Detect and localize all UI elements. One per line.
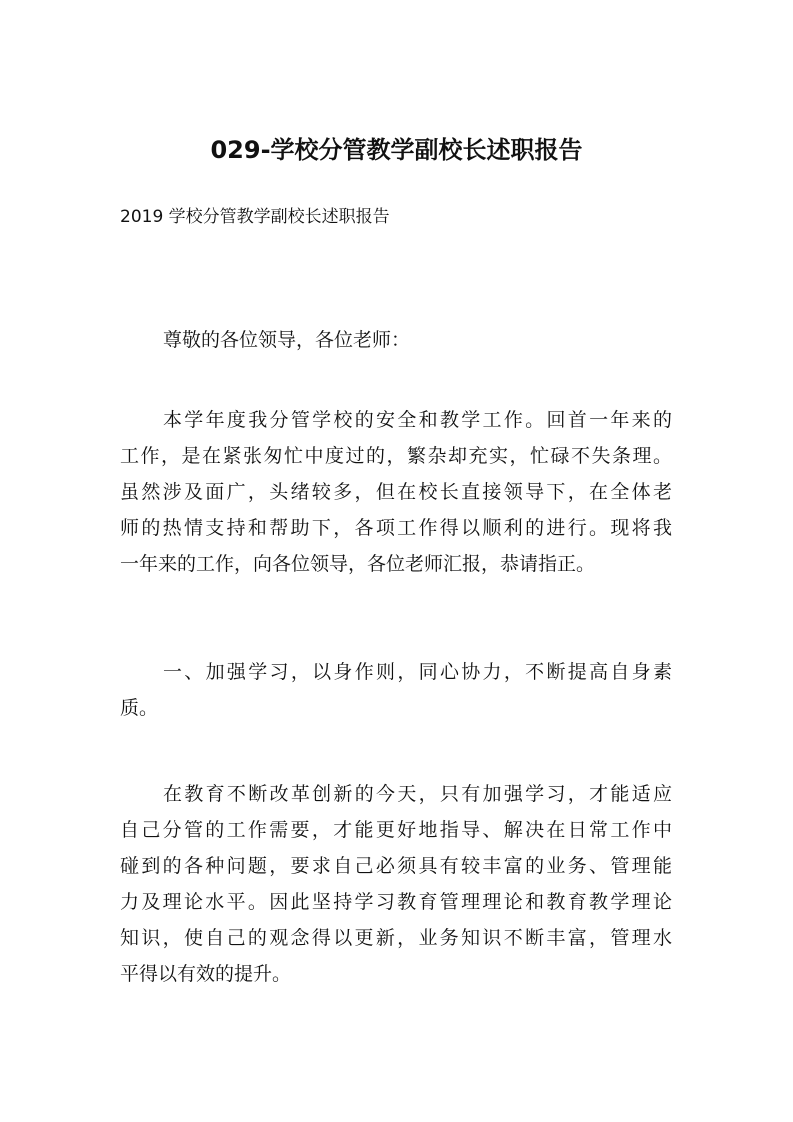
paragraph-study — [120, 776, 672, 992]
text-line: 虽然涉及面广，头绪较多，但在校长直接领导下，在全体老 — [120, 481, 672, 503]
text-line: 平得以有效的提升。 — [120, 963, 292, 985]
document-subtitle: 2019 学校分管教学副校长述职报告 — [120, 207, 390, 227]
text-line: 尊敬的各位领导，各位老师： — [163, 329, 411, 351]
text-line: 自己分管的工作需要，才能更好地指导、解决在日常工作中 — [120, 819, 672, 841]
text-line: 一、加强学习，以身作则，同心协力，不断提高自身素 — [163, 661, 672, 683]
text-line: 质。 — [120, 697, 159, 719]
section-heading-1 — [120, 654, 672, 726]
text-line: 知识，使自己的观念得以更新，业务知识不断丰富，管理水 — [120, 927, 672, 949]
paragraph-intro — [120, 402, 672, 582]
salutation — [120, 322, 672, 358]
text-line: 力及理论水平。因此坚持学习教育管理理论和教育教学理论 — [120, 891, 672, 913]
text-line: 一年来的工作，向各位领导，各位老师汇报，恭请指正。 — [120, 553, 596, 575]
text-line: 工作，是在紧张匆忙中度过的，繁杂却充实，忙碌不失条理。 — [120, 445, 672, 467]
text-line: 本学年度我分管学校的安全和教学工作。回首一年来的 — [163, 409, 672, 431]
text-line: 师的热情支持和帮助下，各项工作得以顺利的进行。现将我 — [120, 517, 672, 539]
document-title: 029-学校分管教学副校长述职报告 — [210, 136, 583, 164]
text-line: 碰到的各种问题，要求自己必须具有较丰富的业务、管理能 — [120, 855, 672, 877]
text-line: 在教育不断改革创新的今天，只有加强学习，才能适应 — [163, 783, 672, 805]
